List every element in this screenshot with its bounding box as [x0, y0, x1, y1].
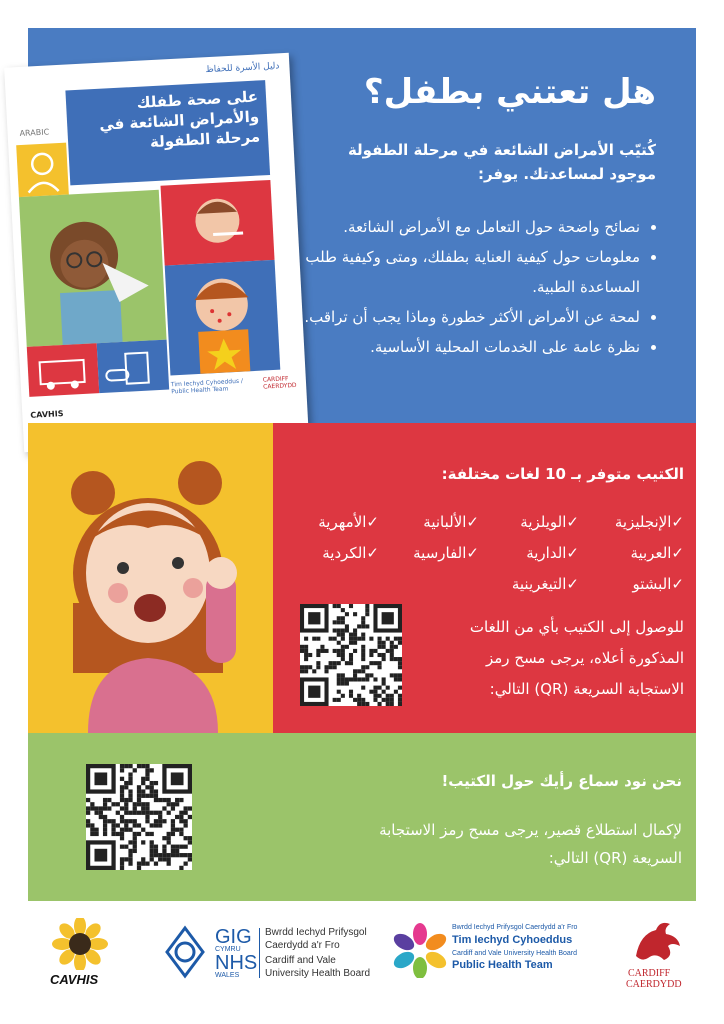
nhs-wales-logo [163, 924, 373, 984]
survey-qr-code[interactable] [86, 764, 192, 870]
cardiff-vale-line-2: University Health Board [265, 968, 371, 979]
language-tigrinya: ✓التيغرينية [511, 575, 579, 593]
bwrdd-line-2: Caerdydd a'r Fro [265, 940, 340, 951]
booklet-tile-thermometer-child [161, 180, 275, 266]
divider [259, 928, 260, 978]
dragon-icon [626, 916, 686, 966]
language-dari: ✓الدارية [526, 544, 579, 562]
booklet-tile-ambulance [27, 343, 100, 397]
ph-team-text: Public Health Team [452, 959, 553, 971]
list-item: • نصائح واضحة حول التعامل مع الأمراض الشائعة. [270, 212, 640, 242]
language-amharic: ✓الأمهرية [318, 513, 379, 531]
sick-girl-illustration [28, 423, 273, 733]
survey-text: لإكمال استطلاع قصير، يرجى مسح رمز الاستجابة السريعة (QR) التالي: [379, 821, 682, 867]
language-farsi: ✓الفارسية [413, 544, 479, 562]
ph-small-text: Bwrdd Iechyd Prifysgol Caerdydd a'r Fro [452, 924, 578, 931]
cardiff-vale-line-1: Cardiff and Vale [265, 955, 336, 966]
booklet-tile-medicine [97, 340, 170, 394]
page-subtitle: كُتيّب الأمراض الشائعة في مرحلة الطفولة موجود لمساعدتك. يوفر: [347, 141, 656, 183]
page-title: هل تعتني بطفل؟ [363, 72, 656, 112]
booklet-language-tag: ARABIC [19, 127, 50, 138]
booklet-small-title: دليل الأسرة للحفاظ [205, 61, 280, 76]
booklet-tile-spotted-child [165, 260, 281, 376]
celtic-knot-icon [163, 924, 207, 980]
gig-text: GIG [215, 926, 252, 948]
booklet-qr-code[interactable] [300, 604, 402, 706]
language-arabic: ✓العربية [630, 544, 684, 562]
booklet-public-health-logo: Tim Iechyd Cyhoeddus / Public Health Team [170, 377, 244, 396]
language-kurdish: ✓الكردية [322, 544, 379, 562]
survey-heading: نحن نود سماع رأيك حول الكتيب! [441, 772, 682, 790]
booklet-tile-doctor [16, 143, 69, 198]
ph-title-text: Tim Iechyd Cyhoeddus [452, 934, 573, 946]
wales-text: WALES [215, 972, 240, 979]
cavhis-logo [50, 918, 110, 988]
benefits-list [270, 212, 658, 362]
languages-heading: الكتيب متوفر بـ 10 لغات مختلفة: [441, 465, 684, 483]
booklet-access-text: للوصول إلى الكتيب بأي من اللغات المذكورة أعلاه، يرجى مسح رمز الاستجابة السريعة (QR) التالي: [469, 618, 684, 698]
cardiff-text: CARDIFF [628, 968, 671, 979]
language-pashto: ✓البشتو [632, 575, 684, 593]
booklet-cardiff-logo: CARDIFF CAERDYDD [262, 375, 297, 391]
language-english: ✓الإنجليزية [614, 513, 684, 531]
list-item: • لمحة عن الأمراض الأكثر خطورة وماذا يجب أن تراقب. [270, 302, 640, 332]
public-health-team-logo [392, 922, 592, 988]
booklet-cavhis-logo: CAVHIS [30, 409, 64, 420]
cavhis-logo-text: CAVHIS [50, 972, 99, 987]
booklet-title: على صحة طفلك والأمراض الشائعة في مرحلة الطفولة [65, 80, 270, 185]
nhs-text: NHS [215, 952, 258, 974]
illustration-panel [28, 423, 273, 733]
booklet-cover-image [4, 53, 309, 452]
cardiff-council-logo [626, 916, 696, 990]
bwrdd-line-1: Bwrdd Iechyd Prifysgol [265, 927, 367, 938]
ph-sub-text: Cardiff and Vale University Health Board [452, 950, 578, 957]
petal-flower-icon [392, 922, 448, 978]
sunflower-icon [50, 918, 110, 970]
language-albanian: ✓الألبانية [423, 513, 479, 531]
booklet-tile-sneezing-boy [19, 190, 167, 347]
language-welsh: ✓الويلزية [520, 513, 579, 531]
list-item: • نظرة عامة على الخدمات المحلية الأساسية. [270, 332, 640, 362]
caerdydd-text: CAERDYDD [626, 979, 682, 990]
list-item: • معلومات حول كيفية العناية بطفلك، ومتى وكيفية طلب المساعدة الطبية. [270, 242, 640, 302]
cymru-text: CYMRU [215, 946, 241, 953]
